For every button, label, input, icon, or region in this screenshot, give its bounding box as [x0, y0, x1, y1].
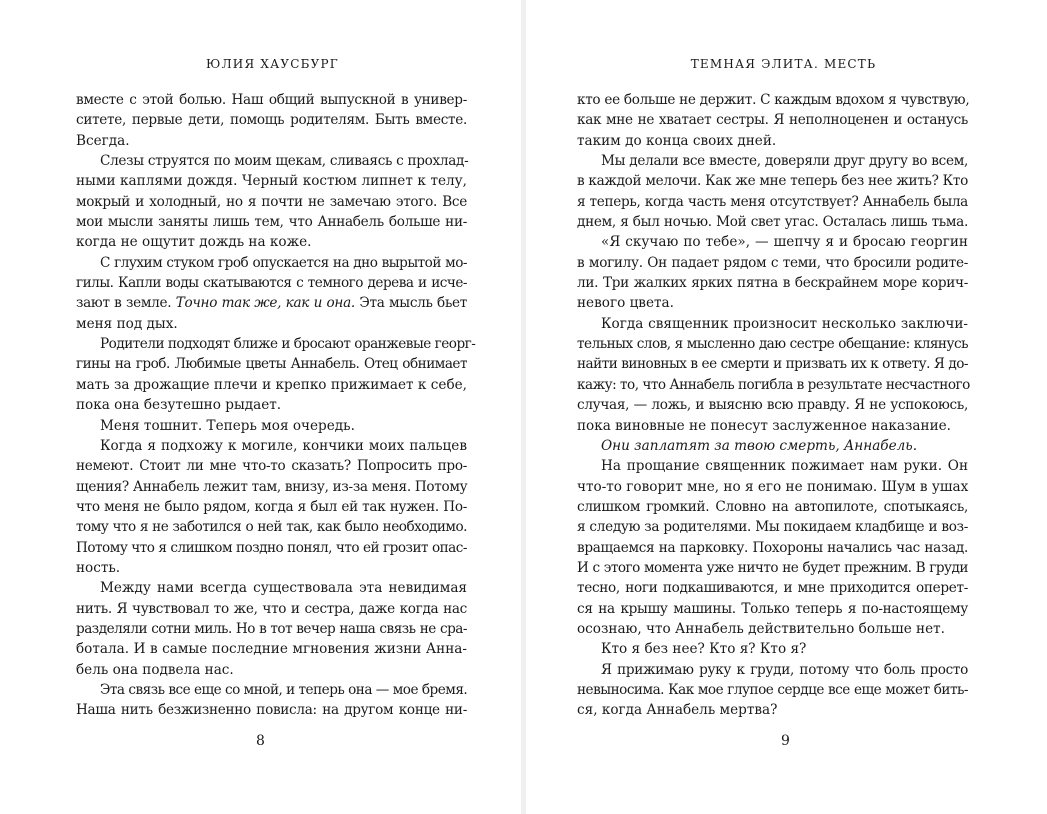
text-line [577, 171, 968, 191]
text-segment: гилы. Капли воды скатываются с темного дерева и исче- [76, 275, 467, 292]
text-line [577, 660, 968, 680]
text-line [76, 517, 467, 537]
text-segment: слишком громкий. Словно на автопилоте, спотыкаясь, [577, 498, 968, 515]
text-line [577, 151, 968, 171]
text-line [577, 477, 968, 497]
text-segment: зают в земле. [76, 295, 176, 312]
text-segment: мать за дрожащие плечи и крепко прижимает к себе, [76, 376, 467, 393]
text-segment: днем, я был ночью. Мой свет угас. Осталась лишь тьма. [577, 214, 968, 231]
text-segment: я следую за родителями. Мы покидаем кладбище и воз- [577, 519, 968, 536]
text-segment: нить. Я чувствовал то же, что и сестра, даже когда нас [76, 600, 467, 617]
text-line [577, 375, 968, 395]
text-line [76, 558, 467, 578]
text-segment: меня под дых. [76, 315, 178, 332]
text-segment: Всегда. [76, 132, 130, 149]
text-line [577, 212, 968, 232]
text-line [76, 680, 467, 700]
text-segment: когда не ощутит дождь на коже. [76, 234, 312, 251]
text-line [577, 639, 968, 659]
page-number-right: 9 [781, 733, 790, 749]
text-line [577, 436, 968, 456]
text-line [76, 171, 467, 191]
text-segment: что меня не было рядом, когда я был ей так нужен. По- [76, 498, 467, 515]
text-segment: случая, — ложь, и выясню всю правду. Я не успокоюсь, [577, 397, 968, 414]
text-segment: ботала. И в самые последние мгновения жизни Анна- [76, 641, 467, 658]
text-segment: невыносима. Как мое глупое сердце все еще может бить- [577, 681, 968, 698]
text-segment: ся, когда Аннабель мертва? [577, 702, 778, 719]
text-segment: Меня тошнит. Теперь моя очередь. [100, 417, 355, 434]
text-line [577, 700, 968, 720]
text-segment: кажу: то, что Аннабель погибла в результате несчастного [577, 376, 970, 393]
text-line [577, 354, 968, 374]
text-segment: в каждой мелочи. Как же мне теперь без нее жить? Кто [577, 173, 968, 190]
page-number-left: 8 [256, 733, 265, 749]
text-line [76, 293, 467, 313]
text-segment: Эта мысль бьет [354, 295, 468, 312]
text-segment: найти виновных в ее смерти и призвать их к ответу. Я до- [577, 356, 968, 373]
text-line [76, 578, 467, 598]
text-segment: ными каплями дождя. Черный костюм липнет к телу, [76, 173, 467, 190]
text-line [577, 192, 968, 212]
text-line [577, 680, 968, 700]
left-page [0, 0, 521, 814]
text-line [76, 110, 467, 130]
text-segment: в могилу. Он падает рядом с теми, что бросили родите- [577, 254, 968, 271]
text-line [577, 456, 968, 476]
text-line [76, 395, 467, 415]
text-line [577, 619, 968, 639]
text-line [577, 293, 968, 313]
text-line [577, 90, 968, 110]
italic-text: Точно так же, как и она. [175, 295, 355, 312]
text-line [577, 599, 968, 619]
text-line [577, 538, 968, 558]
text-line [577, 314, 968, 334]
text-line [577, 395, 968, 415]
text-line [76, 314, 467, 334]
text-line [76, 375, 467, 395]
text-segment: я теперь, когда часть меня отсутствует? Аннабель была [577, 193, 968, 210]
text-line [76, 700, 467, 720]
left-body-text [76, 90, 476, 721]
text-line [577, 273, 968, 293]
text-line [76, 538, 467, 558]
text-segment: немеют. Стоит ли мне что-то сказать? Попросить про- [76, 458, 467, 475]
text-segment: Между нами всегда существовала эта невидимая [100, 580, 467, 597]
text-segment: вращаемся на парковку. Похороны начались час назад. [577, 539, 968, 556]
text-segment: На прощание священник пожимает нам руки. Он [601, 458, 968, 475]
text-line [76, 477, 467, 497]
text-segment: пока она безутешно рыдает. [76, 397, 282, 414]
text-segment: Наша нить безжизненно повисла: на другом конце ни- [76, 702, 467, 719]
text-line [577, 558, 968, 578]
text-line [76, 354, 467, 374]
text-segment: Когда я подхожу к могиле, кончики моих пальцев [100, 437, 467, 454]
text-segment: пока виновные не понесут заслуженное наказание. [577, 417, 952, 434]
text-segment: Кто я без нее? Кто я? Кто я? [601, 641, 807, 658]
text-line [76, 497, 467, 517]
text-line [76, 334, 476, 354]
text-segment: И с этого момента уже ничто не будет прежним. В груди [577, 559, 968, 576]
text-segment: мои мысли заняты лишь тем, что Аннабель больше ни- [76, 214, 467, 231]
text-line [76, 456, 467, 476]
text-segment: ность. [76, 559, 121, 576]
text-line [76, 131, 467, 151]
text-segment: что-то говорит мне, но я его не понимаю. Шум в ушах [577, 478, 969, 495]
text-line [577, 131, 968, 151]
text-line [76, 660, 467, 680]
text-segment: бель она подвела нас. [76, 661, 234, 678]
text-line [76, 192, 467, 212]
text-segment: Слезы струятся по моим щекам, сливаясь с прохлад- [100, 153, 469, 170]
text-line [577, 416, 968, 436]
text-line [76, 619, 467, 639]
right-body-text [577, 90, 968, 721]
text-segment: таким до конца своих дней. [577, 132, 777, 149]
text-line [577, 110, 968, 130]
text-segment: Когда священник произносит несколько заключи- [601, 315, 968, 332]
text-line [76, 273, 467, 293]
text-segment: Эта связь все еще со мной, и теперь она — мое бремя. [100, 681, 468, 698]
text-segment: невого цвета. [577, 295, 674, 312]
text-line [577, 497, 968, 517]
text-segment: ли. Три жалких ярких пятна в бескрайнем море корич- [577, 275, 968, 292]
text-line [76, 599, 467, 619]
text-line [577, 334, 968, 354]
text-segment: тесно, ноги подкашиваются, и мне приходится оперет- [577, 580, 968, 597]
text-segment: кто ее больше не держит. С каждым вдохом я чувствую, [577, 92, 970, 108]
text-line [76, 90, 467, 110]
text-segment: как мне не хватает сестры. Я неполноценен и останусь [577, 112, 968, 129]
text-segment: Я прижимаю руку к груди, потому что боль просто [601, 661, 968, 678]
text-segment: «Я скучаю по тебе», — шепчу я и бросаю георгин [601, 234, 968, 251]
right-page [526, 0, 1047, 814]
running-head-title: ТЕМНАЯ ЭЛИТА. МЕСТЬ [690, 57, 877, 71]
text-line [76, 253, 467, 273]
text-segment: осознаю, что Аннабель действительно больше нет. [577, 620, 946, 637]
text-segment: разделяли сотни миль. Но в тот вечер наша связь не сра- [76, 620, 467, 637]
text-segment: Потому что я слишком поздно понял, что ей грозит опас- [76, 539, 467, 556]
text-line [76, 212, 467, 232]
text-line [76, 639, 467, 659]
text-line [577, 253, 968, 273]
text-line [577, 232, 968, 252]
text-segment: Родители подходят ближе и бросают оранжевые георг- [100, 336, 476, 353]
text-line [76, 436, 467, 456]
text-line [76, 151, 467, 171]
running-head-author: ЮЛИЯ ХАУСБУРГ [206, 57, 339, 71]
text-segment: вместе с этой болью. Наш общий выпускной в универ- [76, 92, 467, 108]
text-line [76, 416, 467, 436]
text-line [577, 578, 968, 598]
text-segment: тельных слов, я мысленно даю сестре обещание: клянусь [577, 336, 968, 353]
text-line [577, 517, 968, 537]
text-segment: мокрый и холодный, но я почти не замечаю этого. Все [76, 193, 467, 210]
text-segment: гины на гроб. Любимые цветы Аннабель. Отец обнимает [76, 356, 467, 373]
text-segment: ся на крышу машины. Только теперь я по-настоящему [577, 600, 968, 617]
text-segment: Мы делали все вместе, доверяли друг другу во всем, [601, 153, 968, 170]
text-line [76, 232, 467, 252]
text-segment: ситете, первые дети, помощь родителям. Быть вместе. [76, 112, 467, 129]
text-segment: тому что я не заботился о ней так, как было необходимо. [76, 519, 467, 536]
text-segment: щения? Аннабель лежит там, внизу, из-за меня. Потому [76, 478, 468, 495]
italic-text: Они заплатят за твою смерть, Аннабель. [601, 437, 918, 454]
text-segment: С глухим стуком гроб опускается на дно вырытой мо- [100, 254, 467, 271]
